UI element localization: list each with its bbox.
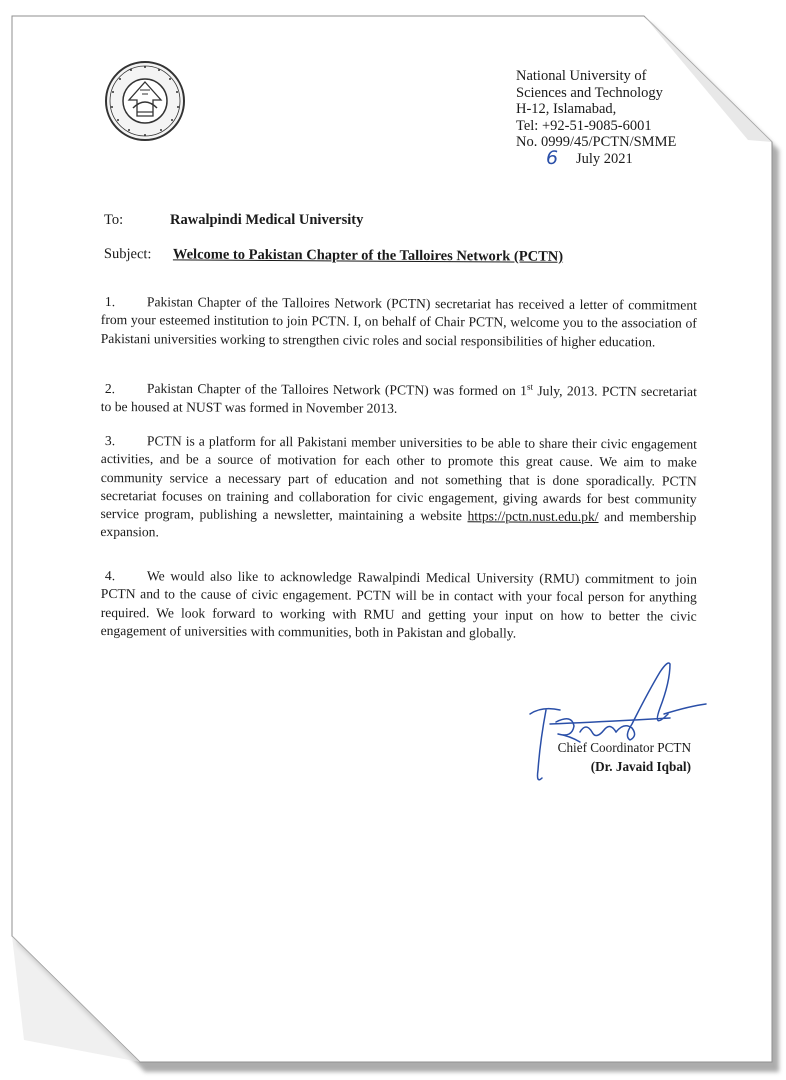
date-day-handwritten: 6 — [546, 146, 559, 169]
telephone: Tel: +92-51-9085-6001 — [516, 117, 652, 134]
paragraph-text: We would also like to acknowledge Rawalpindi Medical University (RMU) commitment to join PCTN and to the cause of civic engagement. PCTN will be in contact with your focal person for anything required. We look forward to working with RMU and getting your input on how to better the civic engagement of universities with communities, both in Pakistan and globally. — [100, 568, 697, 641]
subject-text: Welcome to Pakistan Chapter of the Talloires Network (PCTN) — [172, 246, 564, 265]
university-seal-icon — [104, 60, 186, 142]
subject-label: Subject: — [103, 246, 152, 263]
signatory-name: (Dr. Javaid Iqbal) — [590, 759, 691, 774]
recipient-label: To: — [104, 212, 124, 228]
website-link[interactable]: https://pctn.nust.edu.pk/ — [467, 508, 599, 525]
letter-date — [516, 146, 676, 169]
paragraph-number: 3. — [104, 433, 116, 449]
paragraph-3 — [100, 432, 697, 545]
paragraph-number: 1. — [104, 294, 116, 310]
paragraph-1 — [101, 293, 697, 352]
recipient-name: Rawalpindi Medical University — [170, 212, 364, 228]
paragraph-number: 4. — [104, 568, 116, 584]
date-month-year: July 2021 — [576, 150, 633, 167]
address-line-3: H-12, Islamabad, — [516, 101, 617, 117]
signatory-title: Chief Coordinator PCTN — [557, 740, 691, 755]
paragraph-text: PCTN is a platform for all Pakistani member universities to be able to share their civic engagement activities, and be a source of motivation for each other to promote this great cause. We aim to make community service a necessary part of education and not something that is done sporadically. PCTN secretariat focuses on training and collaboration for civic engagement, giving awards for best community service program, publishing a newsletter, maintaining a website — [100, 433, 697, 524]
paragraph-text-continued: July, 2013. PCTN secretariat to be housed at NUST was formed in November 2013. — [100, 383, 697, 416]
address-line-1: National University of — [516, 68, 647, 84]
signatory-block — [555, 738, 691, 776]
paragraph-text-continued: and membership expansion. — [100, 509, 697, 540]
reference-number: No. 0999/45/PCTN/SMME — [516, 134, 677, 150]
paragraph-text: Pakistan Chapter of the Talloires Network (PCTN) was formed on 1 — [146, 380, 528, 399]
address-line-2: Sciences and Technology — [516, 84, 663, 101]
ordinal-suffix: st — [527, 381, 534, 392]
sender-address — [516, 68, 676, 168]
paragraph-number: 2. — [104, 380, 116, 396]
paragraph-2 — [101, 375, 697, 420]
paragraph-4 — [101, 567, 697, 644]
paragraph-text: Pakistan Chapter of the Talloires Network (PCTN) secretariat has received a letter of commitment from your esteemed institution to join PCTN. I, on behalf of Chair PCTN, welcome you to the association of Pakistani universities working to strengthen civic roles and social responsibilities of higher education. — [100, 294, 697, 349]
